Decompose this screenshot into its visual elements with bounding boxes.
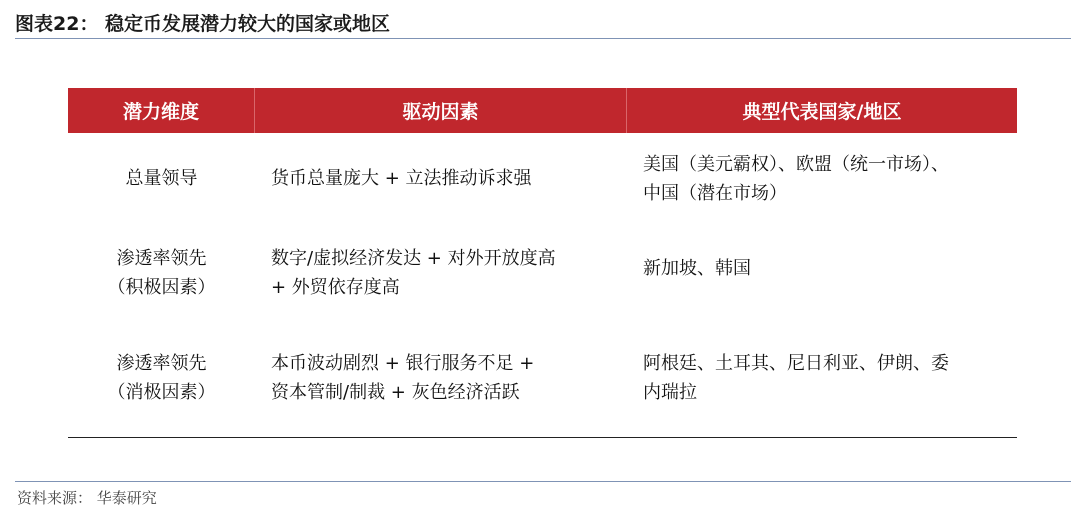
dimension-cell	[68, 230, 255, 302]
drivers-cell	[255, 133, 627, 193]
drivers-text: + 外贸依存度高	[271, 277, 400, 298]
countries-text: 内瑞拉	[643, 382, 697, 403]
drivers-text: 本币波动剧烈 + 银行服务不足 +	[271, 353, 535, 374]
header-countries: 典型代表国家/地区	[742, 101, 902, 123]
drivers-cell	[255, 230, 627, 302]
drivers-text: 资本管制/制裁 + 灰色经济活跃	[271, 382, 520, 403]
header-dimension: 潜力维度	[68, 88, 255, 133]
countries-text: 中国（潜在市场）	[643, 183, 787, 204]
drivers-text: 货币总量庞大 + 立法推动诉求强	[271, 168, 532, 189]
table-bottom-border	[68, 437, 1017, 438]
dimension-text: （消极因素）	[107, 382, 216, 403]
table-row	[68, 230, 1017, 332]
figure-title: 图表22： 稳定币发展潜力较大的国家或地区	[15, 13, 391, 35]
table-header	[68, 88, 1017, 133]
top-divider	[15, 38, 1071, 39]
countries-cell	[627, 133, 1017, 208]
dimension-text: 渗透率领先	[116, 353, 207, 374]
header-drivers: 驱动因素	[255, 88, 627, 133]
source-note: 资料来源： 华泰研究	[17, 489, 157, 507]
table-row	[68, 332, 1017, 437]
dimension-cell	[68, 133, 255, 193]
countries-cell	[627, 230, 1017, 283]
countries-text: 新加坡、韩国	[643, 258, 751, 279]
drivers-text: 数字/虚拟经济发达 + 对外开放度高	[271, 248, 556, 269]
dimension-text: 总量领导	[125, 168, 198, 189]
potential-table	[68, 88, 1017, 438]
dimension-text: （积极因素）	[107, 277, 216, 298]
countries-text: 美国（美元霸权）、欧盟（统一市场）、	[643, 154, 949, 175]
dimension-cell	[68, 332, 255, 407]
bottom-divider	[15, 481, 1071, 482]
drivers-cell	[255, 332, 627, 407]
countries-cell	[627, 332, 1017, 407]
table-row	[68, 133, 1017, 230]
countries-text: 阿根廷、土耳其、尼日利亚、伊朗、委	[643, 353, 949, 374]
dimension-text: 渗透率领先	[116, 248, 207, 269]
